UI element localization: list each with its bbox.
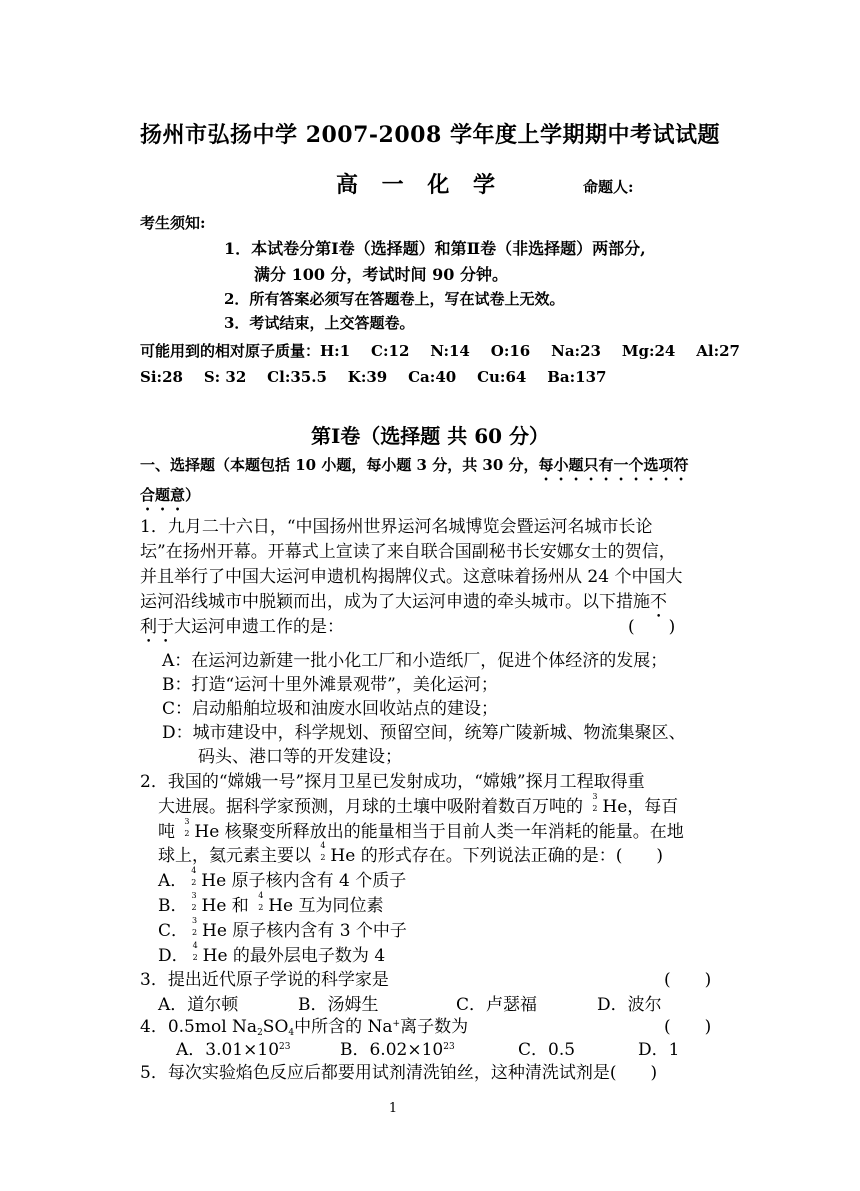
option-text-end: He 互为同位素	[268, 896, 384, 916]
q1-answer-paren: ( )	[628, 617, 676, 637]
isotope-he4	[189, 941, 203, 962]
q2-line-3-text: 吨	[158, 822, 181, 842]
q1-option-c: C：启动船舶垃圾和油废水回收站点的建设；	[162, 699, 499, 719]
atomic-mass-line-2: Si:28 S: 32 Cl:35.5 K:39 Ca:40 Cu:64 Ba:137	[140, 368, 607, 386]
q2-line-4-text-end: He 的形式存在。下列说法正确的是：( )	[330, 846, 663, 866]
option-text: A．3.01×10	[176, 1040, 280, 1060]
notice-item-1-cont: 满分 100 分，考试时间 90 分钟。	[254, 265, 508, 284]
q3-stem: 3．提出近代原子学说的科学家是	[140, 970, 389, 990]
atomic-number: 2	[320, 853, 326, 862]
q1-line-5	[140, 612, 344, 647]
q2-line-4-text: 球上，氦元素主要以	[158, 846, 317, 866]
q2-option-d	[158, 941, 385, 966]
isotope-he3	[188, 891, 202, 912]
instruction-emphasis-2: 合题意	[140, 486, 186, 504]
q3-option-b: B．汤姆生	[298, 995, 379, 1015]
q3-option-d: D．波尔	[597, 995, 662, 1015]
q2-line-3-text-end: He 核聚变所释放出的能量相当于目前人类一年消耗的能量。在地	[194, 822, 684, 842]
notice-item-2: 2．所有答案必须写在答题卷上，写在试卷上无效。	[224, 290, 565, 308]
mass-number: 3	[592, 792, 598, 801]
q2-option-b	[158, 891, 384, 916]
option-text: He 和	[201, 896, 255, 916]
q1-option-a: A：在运河边新建一批小化工厂和小造纸厂，促进个体经济的发展；	[162, 651, 668, 671]
mass-number: 3	[191, 891, 197, 900]
author-label: 命题人:	[583, 178, 634, 196]
atomic-mass-line-1: 可能用到的相对原子质量：H:1 C:12 N:14 O:16 Na:23 Mg:24 Al:27	[140, 342, 740, 360]
q1-line-5-text: 大运河申遗工作的是：	[174, 617, 344, 637]
mass-number: 4	[258, 891, 264, 900]
isotope-he4	[316, 841, 330, 862]
q3-option-c: C．卢瑟福	[456, 995, 538, 1015]
q3-option-a: A．道尔顿	[158, 995, 239, 1015]
atomic-number: 2	[192, 928, 198, 937]
mass-number: 4	[192, 941, 198, 950]
mass-number: 3	[184, 817, 190, 826]
q3-answer-paren: ( )	[664, 970, 712, 990]
superscript: +	[392, 1019, 401, 1029]
instruction-text: 一、选择题（本题包括 10 小题，每小题 3 分，共 30 分，	[140, 456, 539, 474]
q1-option-d: D：城市建设中，科学规划、预留空间，统筹广陵新城、物流集聚区、	[162, 723, 686, 743]
atomic-number: 2	[258, 903, 264, 912]
q5-stem: 5．每次实验焰色反应后都要用试剂清洗铂丝，这种清洗试剂是( )	[140, 1063, 658, 1083]
option-text: He 原子核内含有 3 个中子	[202, 921, 407, 941]
q4-text: 中所含的 Na	[294, 1017, 393, 1037]
atomic-number: 2	[592, 804, 598, 813]
isotope-he4	[187, 866, 201, 887]
q2-line-4	[158, 841, 663, 866]
q1-line-3: 并且举行了中国大运河申遗机构揭牌仪式。这意味着扬州从 24 个中国大	[140, 567, 683, 587]
q4-text: 4．0.5mol Na	[140, 1017, 258, 1037]
atomic-number: 2	[192, 953, 198, 962]
mass-number: 4	[320, 841, 326, 850]
q4-answer-paren: ( )	[664, 1017, 712, 1037]
q4-option-b	[340, 1035, 455, 1060]
isotope-he3	[588, 792, 602, 813]
q4-option-c: C．0.5	[518, 1040, 576, 1060]
q4-option-d: D．1	[638, 1040, 680, 1060]
isotope-he3	[180, 817, 194, 838]
notice-item-1: 1．本试卷分第Ⅰ卷（选择题）和第Ⅱ卷（非选择题）两部分,	[224, 239, 646, 258]
option-letter: C．	[158, 921, 189, 941]
section-1-title: 第Ⅰ卷（选择题 共 60 分）	[310, 424, 550, 448]
q1-emphasis-not: 不	[650, 592, 667, 612]
option-text: He 原子核内含有 4 个质子	[201, 871, 407, 891]
option-letter: A．	[158, 871, 188, 891]
q2-option-a	[158, 866, 406, 891]
exam-title: 扬州市弘扬中学 2007-2008 学年度上学期期中考试试题	[140, 122, 720, 148]
atomic-number: 2	[191, 878, 197, 887]
option-letter: D．	[158, 946, 189, 966]
exponent: 23	[279, 1042, 291, 1052]
q4-text: 离子数为	[400, 1017, 469, 1037]
option-text: B．6.02×10	[340, 1040, 444, 1060]
atomic-number: 2	[184, 829, 190, 838]
isotope-he3	[188, 916, 202, 937]
subscript: 2	[257, 1028, 263, 1038]
section-1-instruction-cont	[140, 484, 200, 514]
q2-line-1: 2．我国的“嫦娥一号”探月卫星已发射成功，“嫦娥”探月工程取得重	[140, 772, 645, 792]
section-1-instruction	[140, 454, 689, 484]
mass-number: 4	[191, 866, 197, 875]
q1-option-b: B：打造“运河十里外滩景观带”，美化运河；	[162, 675, 498, 695]
subscript: 4	[288, 1028, 295, 1038]
q2-line-3	[158, 817, 684, 842]
isotope-he4	[254, 891, 268, 912]
q1-option-d-cont: 码头、港口等的开发建设；	[198, 747, 402, 767]
q1-line-4-text: 运河沿线城市中脱颖而出，成为了大运河申遗的牵头城市。以下措施	[140, 592, 650, 612]
atomic-number: 2	[191, 903, 197, 912]
mass-number: 3	[192, 916, 198, 925]
q2-line-2-text-end: He，每百	[602, 797, 679, 817]
q2-line-2-text: 大进展。据科学家预测，月球的土壤中吸附着数百万吨的	[158, 797, 589, 817]
option-letter: B．	[158, 896, 188, 916]
q4-text: SO	[262, 1017, 289, 1037]
q2-option-c	[158, 916, 407, 941]
page-number: 1	[388, 1101, 398, 1116]
q1-line-2: 坛”在扬州开幕。开幕式上宣读了来自联合国副秘书长安娜女士的贺信，	[140, 542, 676, 562]
q1-emphasis-benefit: 利于	[140, 617, 174, 637]
q4-option-a	[176, 1035, 290, 1060]
option-text: He 的最外层电子数为 4	[202, 946, 386, 966]
subject-title: 高 一 化 学	[336, 172, 503, 198]
instruction-end: ）	[185, 486, 201, 504]
instruction-emphasis: 每小题只有一个选项符	[538, 456, 689, 474]
exponent: 23	[443, 1042, 455, 1052]
notice-item-3: 3．考试结束，上交答题卷。	[224, 314, 415, 332]
notice-heading: 考生须知:	[140, 214, 206, 232]
q1-line-1: 1．九月二十六日，“中国扬州世界运河名城博览会暨运河名城市长论	[140, 517, 653, 537]
q2-line-2	[158, 792, 678, 817]
